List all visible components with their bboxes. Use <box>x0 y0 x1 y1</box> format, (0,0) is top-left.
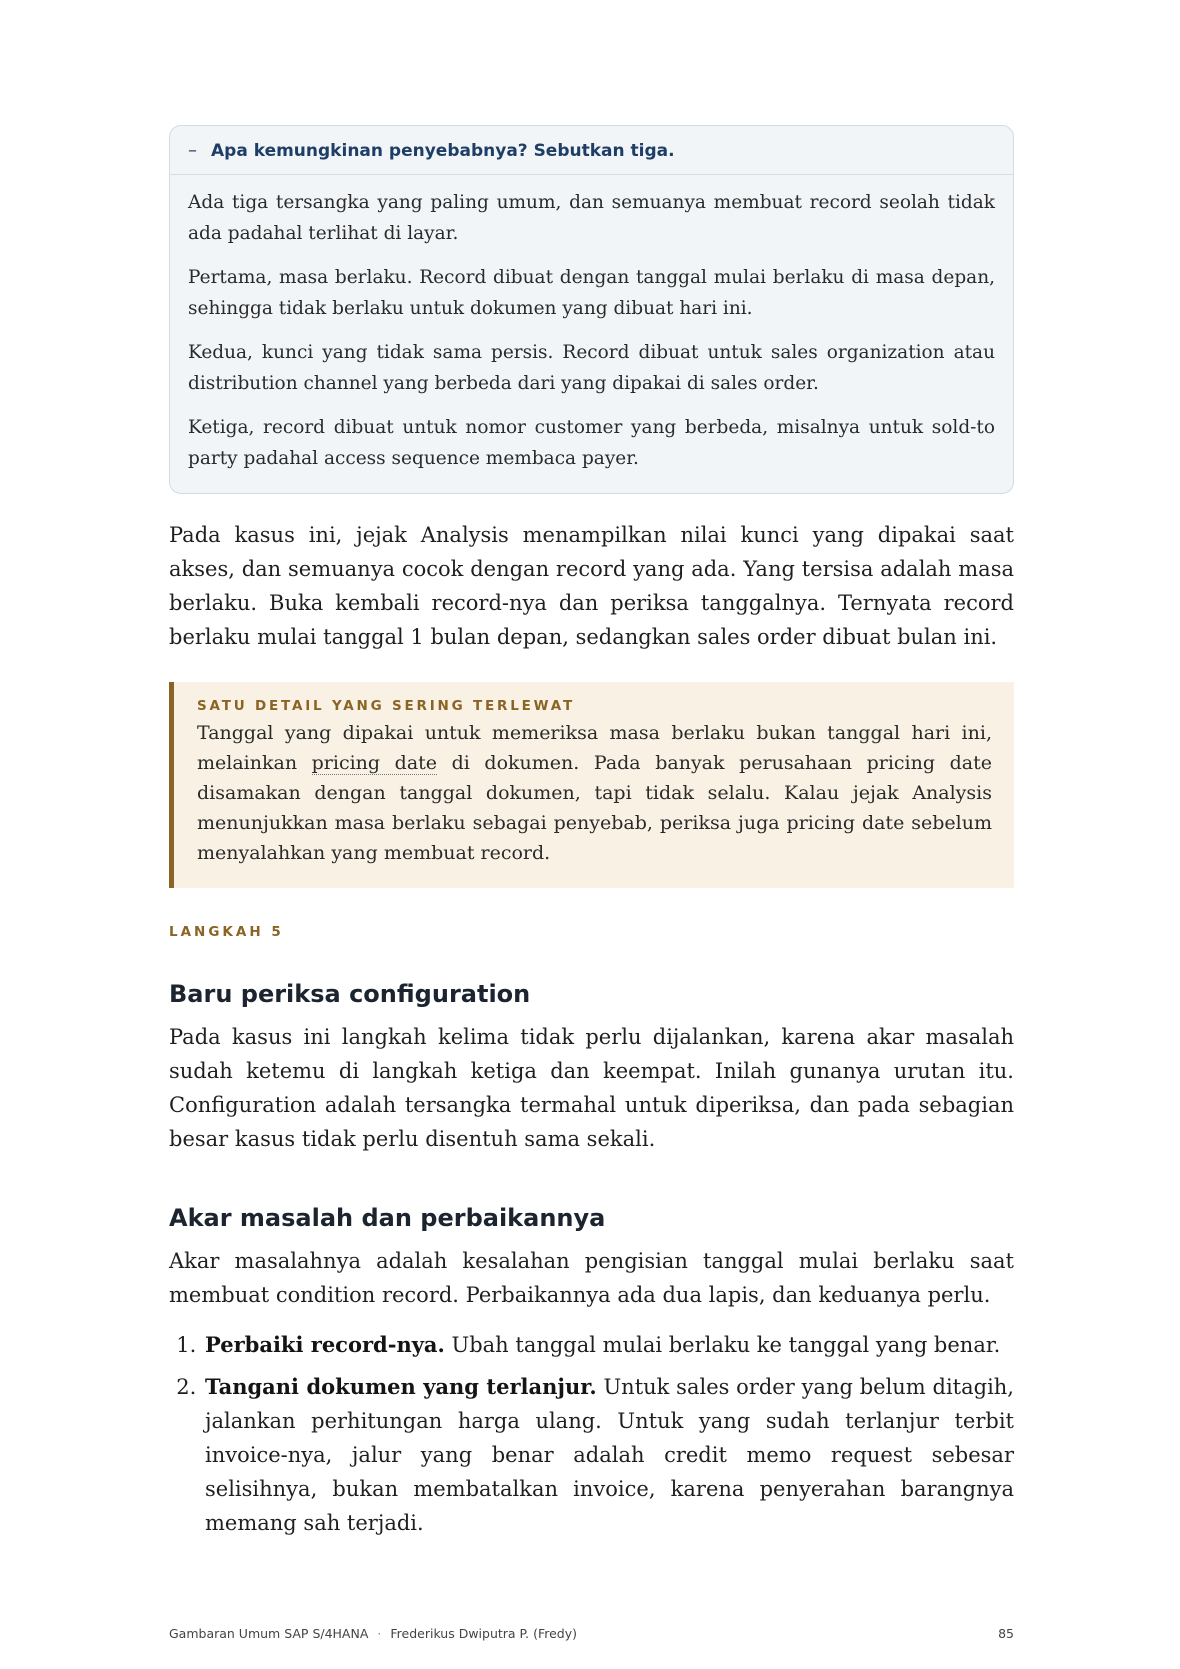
section-heading: Baru periksa configuration <box>169 980 531 1008</box>
glossary-term[interactable]: pricing date <box>311 752 438 774</box>
footer-left <box>169 1626 577 1641</box>
body-paragraph: Pada kasus ini, jejak Analysis menampilkan nilai kunci yang dipakai saat akses, dan semuanya cocok dengan record yang ada. Yang tersisa adalah masa berlaku. Buka kembali record-nya dan periksa tanggalnya. Ternyata record berlaku mulai tanggal 1 bulan depan, sedangkan sales order dibuat bulan ini. <box>169 523 1014 649</box>
list-item-text: Ubah tanggal mulai berlaku ke tanggal yang benar. <box>444 1333 1001 1357</box>
qa-collapsible <box>169 125 1014 494</box>
root-cause-paragraph: Akar masalahnya adalah kesalahan pengisian tanggal mulai berlaku saat membuat condition record. Perbaikannya ada dua lapis, dan keduanya perlu. <box>169 1249 1014 1307</box>
collapse-toggle-icon[interactable]: – <box>188 140 197 161</box>
list-item <box>203 1328 1014 1362</box>
page-content <box>169 125 1014 1548</box>
footer-book-title: Gambaran Umum SAP S/4HANA <box>169 1626 369 1641</box>
callout-text <box>197 718 992 868</box>
step-paragraph: Pada kasus ini langkah kelima tidak perlu dijalankan, karena akar masalah sudah ketemu di langkah ketiga dan keempat. Inilah gunanya urutan itu. Configuration adalah tersangka termahal untuk diperiksa, dan pada sebagian besar kasus tidak perlu disentuh sama sekali. <box>169 1025 1014 1151</box>
qa-answer-paragraph: Ada tiga tersangka yang paling umum, dan semuanya membuat record seolah tidak ada padahal terlihat di layar. <box>188 192 995 244</box>
callout-label: SATU DETAIL YANG SERING TERLEWAT <box>197 698 575 714</box>
list-item-bold: Perbaiki record-nya. <box>205 1332 445 1357</box>
list-item-bold: Tangani dokumen yang terlanjur. <box>205 1374 597 1399</box>
list-item-text: Untuk sales order yang belum ditagih, jalankan perhitungan harga ulang. Untuk yang sudah terlanjur terbit invoice-nya, jalur yang benar adalah credit memo request sebesar selisihnya, bukan membatalkan invoice, karena penyerahan barangnya memang sah terjadi. <box>205 1375 1014 1535</box>
step-label: LANGKAH 5 <box>169 924 284 940</box>
qa-answer-paragraph: Ketiga, record dibuat untuk nomor customer yang berbeda, misalnya untuk sold-to party padahal access sequence membaca payer. <box>188 417 995 469</box>
footer-separator: · <box>377 1626 382 1641</box>
qa-header[interactable] <box>170 126 1013 175</box>
page-number: 85 <box>998 1626 1014 1641</box>
qa-answer-paragraph: Pertama, masa berlaku. Record dibuat dengan tanggal mulai berlaku di masa depan, sehingga tidak berlaku untuk dokumen yang dibuat hari ini. <box>188 267 995 319</box>
page-footer <box>169 1626 1014 1641</box>
callout-text-part: Tanggal yang dipakai untuk memeriksa masa berlaku bukan tanggal hari ini, melainkan <box>197 722 992 774</box>
callout-text-part: di dokumen. Pada banyak perusahaan pricing date disamakan dengan tanggal dokumen, tapi tidak selalu. Kalau jejak Analysis menunjukkan masa berlaku sebagai penyebab, periksa juga pricing date sebelum menyalahkan yang membuat record. <box>197 752 992 864</box>
qa-question: Apa kemungkinan penyebabnya? Sebutkan tiga. <box>211 140 675 161</box>
qa-answer-paragraph: Kedua, kunci yang tidak sama persis. Record dibuat untuk sales organization atau distribution channel yang berbeda dari yang dipakai di sales order. <box>188 342 995 394</box>
callout-box <box>169 682 1014 888</box>
footer-author: Frederikus Dwiputra P. (Fredy) <box>390 1626 578 1641</box>
qa-answer <box>170 175 1013 493</box>
fix-list <box>169 1328 1014 1540</box>
list-item <box>203 1370 1014 1540</box>
section-heading: Akar masalah dan perbaikannya <box>169 1204 606 1232</box>
